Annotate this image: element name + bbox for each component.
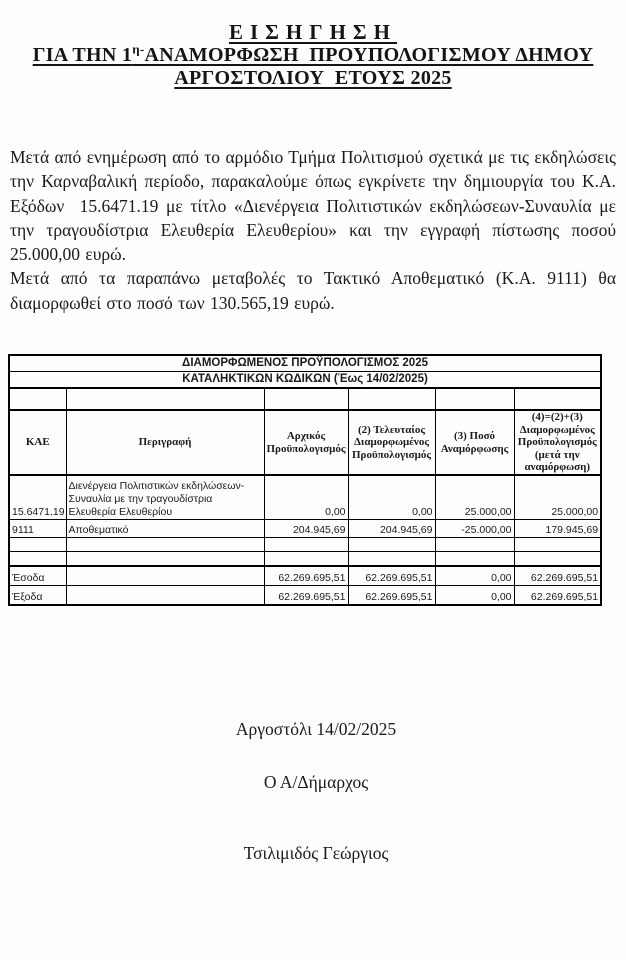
cell-initial: 0,00 bbox=[264, 475, 348, 520]
table-title-row bbox=[9, 355, 601, 372]
cell-total-label: Έσοδα bbox=[9, 566, 66, 586]
cell-final: 25.000,00 bbox=[514, 475, 601, 520]
header-last-amended-budget: (2) Τελευταίος Διαμορφωμένος Προϋπολογισμός bbox=[348, 410, 435, 475]
empty-cell bbox=[514, 388, 601, 410]
empty-cell bbox=[435, 552, 514, 567]
signature-name: Τσιλιμιδός Γεώργιος bbox=[243, 843, 389, 863]
cell-initial: 62.269.695,51 bbox=[264, 566, 348, 586]
header-amendment-amount: (3) Ποσό Αναμόρφωσης bbox=[435, 410, 514, 475]
body-text bbox=[10, 145, 622, 315]
paragraph-2: Μετά από τα παραπάνω μεταβολές το Τακτικό Αποθεματικό (Κ.Α. 9111) θα διαμορφωθεί στο ποσό των 130.565,19 ευρώ. bbox=[10, 268, 622, 313]
header-initial-budget: Αρχικός Προϋπολογισμός bbox=[264, 410, 348, 475]
title-line-2-prefix: ΓΙΑ ΤΗΝ 1 bbox=[32, 44, 133, 66]
cell-last: 62.269.695,51 bbox=[348, 566, 435, 586]
empty-cell bbox=[66, 388, 264, 410]
empty-cell bbox=[514, 538, 601, 552]
cell-last: 204.945,69 bbox=[348, 520, 435, 538]
cell-initial: 62.269.695,51 bbox=[264, 586, 348, 606]
cell-kae: 9111 bbox=[9, 520, 66, 538]
cell-kae: 15.6471.19 bbox=[9, 475, 66, 520]
header-final-budget: (4)=(2)+(3) Διαμορφωμένος Προϋπολογισμός (μετά την αναμόρφωση) bbox=[514, 410, 601, 475]
cell-description: Διενέργεια Πολιτιστικών εκδηλώσεων-Συναυλία με την τραγουδίστρια Ελευθερία Ελευθερίου bbox=[66, 475, 264, 520]
table-empty-row bbox=[9, 552, 601, 567]
table-subtitle-row bbox=[9, 372, 601, 389]
title-ordinal-superscript: η- bbox=[132, 41, 145, 57]
table-title: ΔΙΑΜΟΡΦΩΜΕΝΟΣ ΠΡΟΫΠΟΛΟΓΙΣΜΟΣ 2025 bbox=[9, 355, 601, 372]
title-line-3: ΑΡΓΟΣΤΟΛΙΟΥ ΕΤΟΥΣ 2025 bbox=[174, 67, 452, 89]
title-line-1: ΕΙΣΗΓΗΣΗ bbox=[228, 20, 397, 44]
signature-place-date: Αργοστόλι 14/02/2025 bbox=[235, 719, 397, 739]
empty-cell bbox=[435, 388, 514, 410]
signature-role: Ο Α/Δήμαρχος bbox=[263, 772, 369, 792]
empty-cell bbox=[9, 388, 66, 410]
table-subtitle: ΚΑΤΑΛΗΚΤΙΚΩΝ ΚΩΔΙΚΩΝ (Έως 14/02/2025) bbox=[9, 372, 601, 389]
title-line-2-suffix: ΑΝΑΜΟΡΦΩΣΗ ΠΡΟΥΠΟΛΟΓΙΣΜΟΥ ΔΗΜΟΥ bbox=[144, 44, 594, 66]
table-row bbox=[9, 520, 601, 538]
empty-cell bbox=[66, 566, 264, 586]
empty-cell bbox=[66, 538, 264, 552]
paragraph-1: Μετά από ενημέρωση από το αρμόδιο Τμήμα Πολιτισμού σχετικά με τις εκδηλώσεις την Καρναβαλική περίοδο, παρακαλούμε όπως εγκρίνετε την δημιουργία του Κ.Α. Εξόδων 15.6471.19 με τίτλο «Διενέργεια Πολιτιστικών εκδηλώσεων-Συναυλία με την τραγουδίστρια Ελευθερία Ελευθερίου» και την εγγραφή πίστωσης ποσού 25.000,00 ευρώ. bbox=[10, 147, 622, 265]
header-description: Περιγραφή bbox=[66, 410, 264, 475]
cell-last: 0,00 bbox=[348, 475, 435, 520]
empty-cell bbox=[348, 388, 435, 410]
empty-cell bbox=[9, 538, 66, 552]
cell-amount: 25.000,00 bbox=[435, 475, 514, 520]
cell-initial: 204.945,69 bbox=[264, 520, 348, 538]
empty-cell bbox=[66, 586, 264, 606]
empty-cell bbox=[66, 552, 264, 567]
cell-last: 62.269.695,51 bbox=[348, 586, 435, 606]
empty-cell bbox=[9, 552, 66, 567]
cell-total-label: Έξοδα bbox=[9, 586, 66, 606]
budget-table bbox=[8, 354, 602, 606]
cell-amount: 0,00 bbox=[435, 586, 514, 606]
table-spacer-row bbox=[9, 388, 601, 410]
cell-final: 179.945,69 bbox=[514, 520, 601, 538]
document-title-block bbox=[0, 20, 626, 90]
table-empty-row bbox=[9, 538, 601, 552]
cell-final: 62.269.695,51 bbox=[514, 566, 601, 586]
empty-cell bbox=[348, 538, 435, 552]
cell-final: 62.269.695,51 bbox=[514, 586, 601, 606]
table-total-row-expenses bbox=[9, 586, 601, 606]
empty-cell bbox=[264, 538, 348, 552]
table-header-row bbox=[9, 410, 601, 475]
empty-cell bbox=[264, 388, 348, 410]
cell-description: Αποθεματικό bbox=[66, 520, 264, 538]
table-row bbox=[9, 475, 601, 520]
cell-amount: -25.000,00 bbox=[435, 520, 514, 538]
empty-cell bbox=[264, 552, 348, 567]
header-kae: ΚΑΕ bbox=[9, 410, 66, 475]
empty-cell bbox=[435, 538, 514, 552]
empty-cell bbox=[348, 552, 435, 567]
table-total-row-revenue bbox=[9, 566, 601, 586]
empty-cell bbox=[514, 552, 601, 567]
title-line-2 bbox=[0, 41, 626, 67]
cell-amount: 0,00 bbox=[435, 566, 514, 586]
